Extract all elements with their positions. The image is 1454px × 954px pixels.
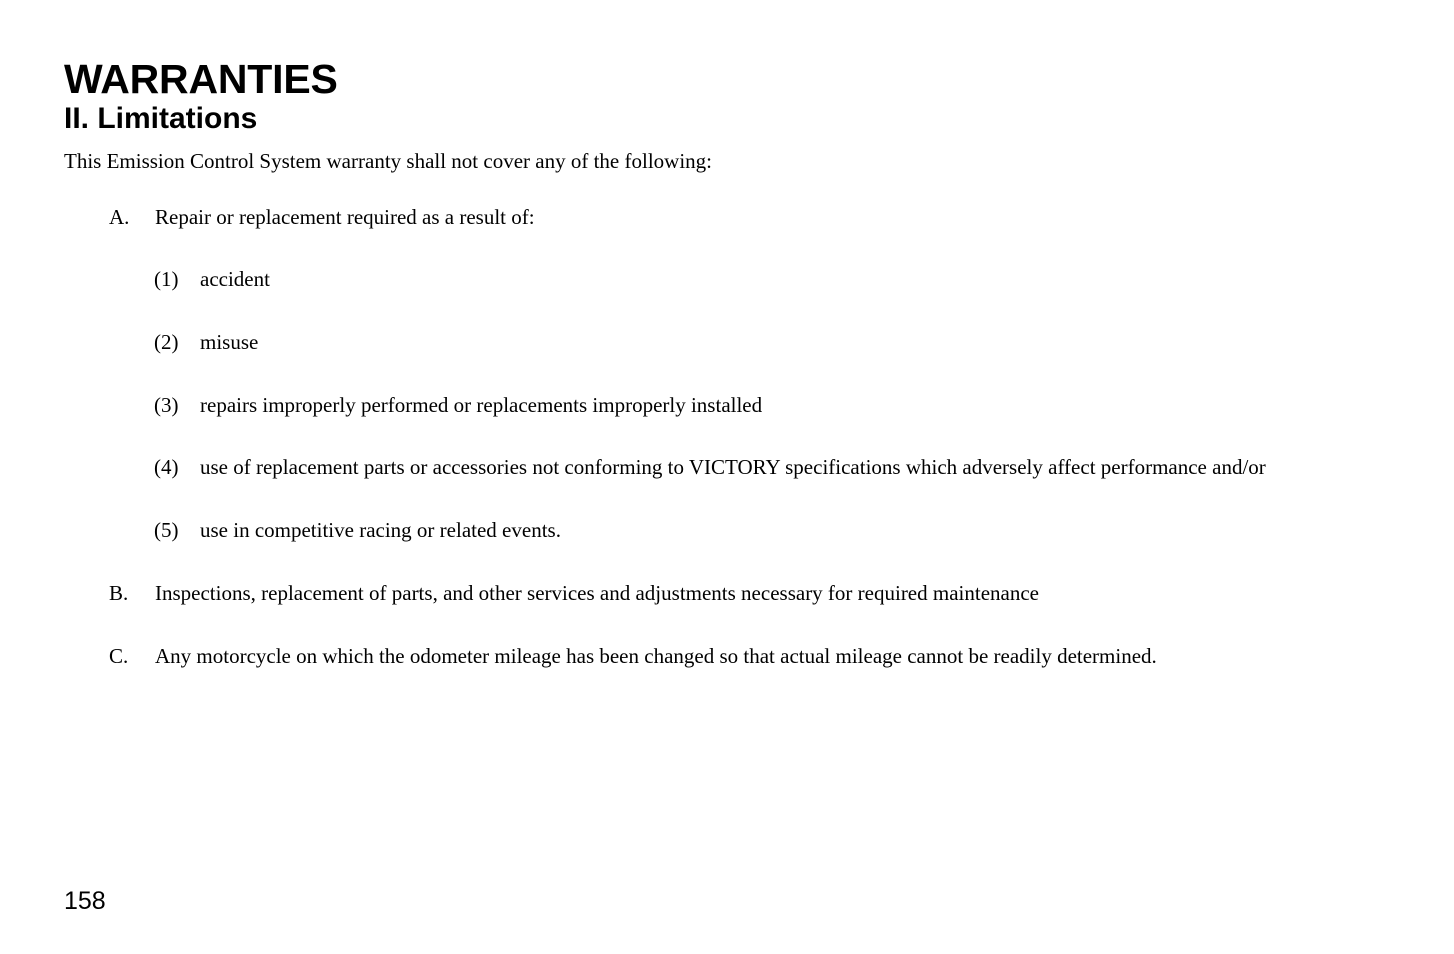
intro-paragraph: This Emission Control System warranty shall not cover any of the following:	[64, 149, 712, 173]
list-item-text: Any motorcycle on which the odometer mileage has been changed so that actual mileage cannot be readily determined.	[155, 644, 1157, 668]
sub-list-item-text: accident	[200, 267, 270, 291]
sub-list-marker: (1)	[154, 267, 179, 291]
list-marker: B.	[109, 581, 129, 605]
sub-list-marker: (4)	[154, 455, 179, 479]
list-item-text: Inspections, replacement of parts, and other services and adjustments necessary for required maintenance	[155, 581, 1039, 605]
sub-list-item-text: use of replacement parts or accessories not conforming to VICTORY specifications which adversely affect performance and/or	[200, 455, 1266, 479]
list-marker: A.	[109, 205, 130, 229]
sub-list-marker: (2)	[154, 330, 179, 354]
sub-list-item-text: use in competitive racing or related events.	[200, 518, 561, 542]
sub-list-marker: (3)	[154, 393, 179, 417]
sub-list-marker: (5)	[154, 518, 179, 542]
list-marker: C.	[109, 644, 129, 668]
sub-list-item-text: misuse	[200, 330, 259, 354]
page-title: WARRANTIES	[64, 56, 338, 102]
page-number: 158	[64, 887, 106, 915]
list-item-text: Repair or replacement required as a result of:	[155, 205, 535, 229]
section-subtitle: II. Limitations	[64, 102, 258, 135]
sub-list-item-text: repairs improperly performed or replacements improperly installed	[200, 393, 763, 417]
